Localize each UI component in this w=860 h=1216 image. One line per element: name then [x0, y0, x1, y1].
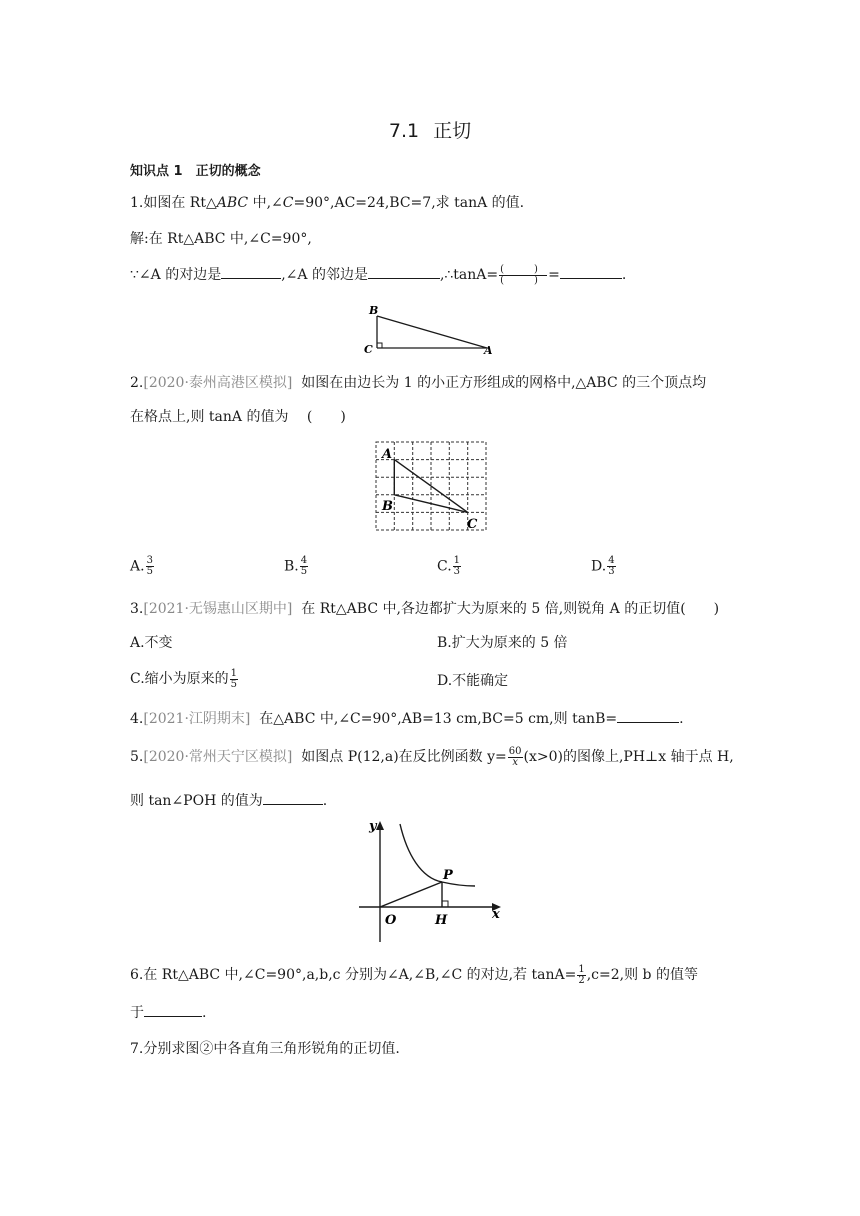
- label-h: H: [435, 913, 448, 928]
- label-a: A: [484, 344, 493, 357]
- q1-triangle-figure: [360, 302, 500, 358]
- q3-option-b[interactable]: B.扩大为原来的 5 倍: [437, 635, 568, 651]
- page-title: 7.1 正切: [388, 120, 472, 142]
- segment-op: [380, 882, 442, 907]
- q6-answer-blank[interactable]: [144, 1002, 202, 1017]
- q1-adjacent-blank[interactable]: [368, 264, 440, 279]
- label-c: C: [467, 517, 478, 532]
- q2-line2: 在格点上,则 tanA 的值为 ( ): [130, 409, 346, 425]
- q3-option-d[interactable]: D.不能确定: [437, 673, 509, 689]
- q4-answer-blank[interactable]: [617, 708, 679, 723]
- q3-option-a[interactable]: A.不变: [130, 635, 173, 651]
- q1-fraction-blank[interactable]: $\frac{( )}{( )}$: [499, 265, 547, 286]
- label-a: A: [382, 447, 393, 462]
- q1-answer-blank[interactable]: [560, 264, 622, 279]
- q1-opposite-blank[interactable]: [221, 264, 281, 279]
- q1-stem: 1.如图在 Rt△ABC 中,∠C=90°,AC=24,BC=7,求 tanA 的值.: [130, 195, 525, 211]
- q2-grid-figure: [370, 438, 490, 536]
- label-y: y: [369, 819, 377, 834]
- y-axis-arrow: [376, 821, 384, 830]
- q6-line1: 6.在 Rt△ABC 中,∠C=90°,a,b,c 分别为∠A,∠B,∠C 的对边,若 tanA= $\frac{1}{2}$ ,c=2,则 b 的值等: [130, 963, 698, 986]
- label-b: B: [382, 499, 393, 514]
- right-angle-mark: [377, 343, 382, 348]
- q1-solution-line1: 解:在 Rt△ABC 中,∠C=90°,: [130, 231, 312, 247]
- hyperbola-curve: [400, 824, 475, 886]
- q1-solution-line2: ∵∠A 的对边是 ,∠A 的邻边是 ,∴tanA= $\frac{( )}{( )}$ = .: [130, 263, 627, 286]
- label-b: B: [369, 304, 379, 317]
- q2-option-a[interactable]: A. $\frac{3}{5}$: [130, 555, 153, 577]
- q3-stem: 3.[2021·无锡惠山区期中] 在 Rt△ABC 中,各边都扩大为原来的 5 倍,则锐角 A 的正切值( ): [130, 601, 720, 617]
- q2-option-c[interactable]: C. $\frac{1}{3}$: [437, 555, 461, 577]
- q2-option-d[interactable]: D. $\frac{4}{3}$: [591, 555, 615, 577]
- label-c: C: [364, 343, 373, 356]
- q4-stem: 4.[2021·江阴期末] 在△ABC 中,∠C=90°,AB=13 cm,BC=5 cm,则 tanB= .: [130, 708, 684, 728]
- q5-line1: 5.[2020·常州天宁区模拟] 如图点 P(12,a)在反比例函数 y= $\frac{60}{x}$ (x>0)的图像上,PH⊥x 轴于点 H,: [130, 745, 734, 768]
- q2-option-b[interactable]: B. $\frac{4}{5}$: [284, 555, 308, 577]
- q5-line2: 则 tan∠POH 的值为 .: [130, 790, 327, 810]
- q6-line2: 于 .: [130, 1002, 206, 1022]
- right-angle-mark: [442, 901, 448, 907]
- q3-option-c[interactable]: C.缩小为原来的 $\frac{1}{5}$: [130, 667, 238, 690]
- label-x: x: [492, 907, 500, 922]
- q7-stem: 7.分别求图②中各直角三角形锐角的正切值.: [130, 1041, 400, 1057]
- q2-line1: 2.[2020·泰州高港区模拟] 如图在由边长为 1 的小正方形组成的网格中,△ABC 的三个顶点均: [130, 375, 707, 391]
- label-o: O: [385, 913, 397, 928]
- section-heading: 知识点 1 正切的概念: [130, 164, 261, 179]
- label-p: P: [443, 868, 453, 883]
- q5-answer-blank[interactable]: [263, 790, 323, 805]
- q5-graph-figure: [355, 816, 510, 946]
- side-ab: [377, 316, 487, 348]
